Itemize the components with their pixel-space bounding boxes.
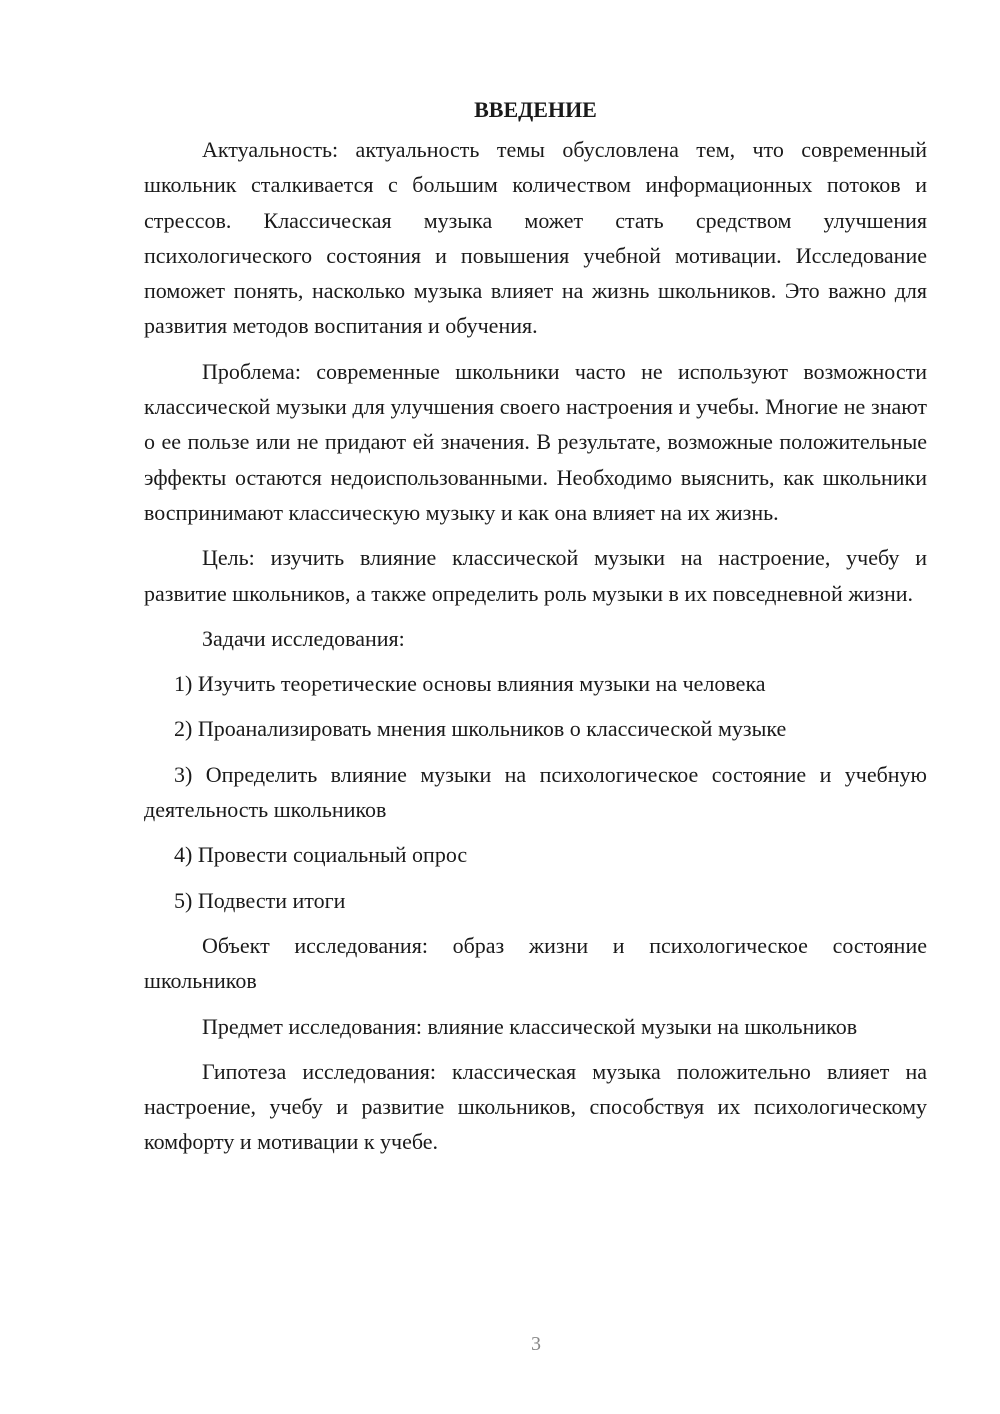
paragraph-relevance: Актуальность: актуальность темы обусловлена тем, что современный школьник сталкивается с большим количеством информационных потоков и стрессов. Классическая музыка может стать средством улучшения психологического состояния и повышения учебной мотивации. Исследование поможет понять, насколько музыка влияет на жизнь школьников. Это важно для развития методов воспитания и обучения.	[144, 137, 927, 339]
task-item-4: 4) Провести социальный опрос	[174, 842, 468, 868]
task-item-3: 3) Определить влияние музыки на психологическое состояние и учебную деятельность школьников	[144, 761, 927, 823]
page-title: ВВЕДЕНИЕ	[474, 97, 597, 122]
page-number: 3	[531, 1333, 541, 1355]
paragraph-problem: Проблема: современные школьники часто не используют возможности классической музыки для улучшения своего настроения и учебы. Многие не знают о ее пользе или не придают ей значения. В результате, возможные положительные эффекты остаются недоиспользованными. Необходимо выяснить, как школьники воспринимают классическую музыку и как она влияет на их жизнь.	[144, 358, 927, 525]
paragraph-hypothesis: Гипотеза исследования: классическая музыка положительно влияет на настроение, учебу и развитие школьников, способствуя их психологическому комфорту и мотивации к учебе.	[144, 1058, 927, 1155]
tasks-heading: Задачи исследования:	[202, 625, 405, 651]
paragraph-goal: Цель: изучить влияние классической музыки на настроение, учебу и развитие школьников, а также определить роль музыки в их повседневной жизни.	[144, 545, 927, 606]
paragraph-object: Объект исследования: образ жизни и психологическое состояние школьников	[144, 932, 927, 994]
task-item-1: 1) Изучить теоретические основы влияния музыки на человека	[174, 671, 766, 697]
document-page	[144, 92, 927, 1170]
task-item-2: 2) Проанализировать мнения школьников о классической музыке	[174, 716, 787, 742]
paragraph-subject: Предмет исследования: влияние классической музыки на школьников	[202, 1013, 858, 1039]
task-item-5: 5) Подвести итоги	[174, 887, 346, 913]
